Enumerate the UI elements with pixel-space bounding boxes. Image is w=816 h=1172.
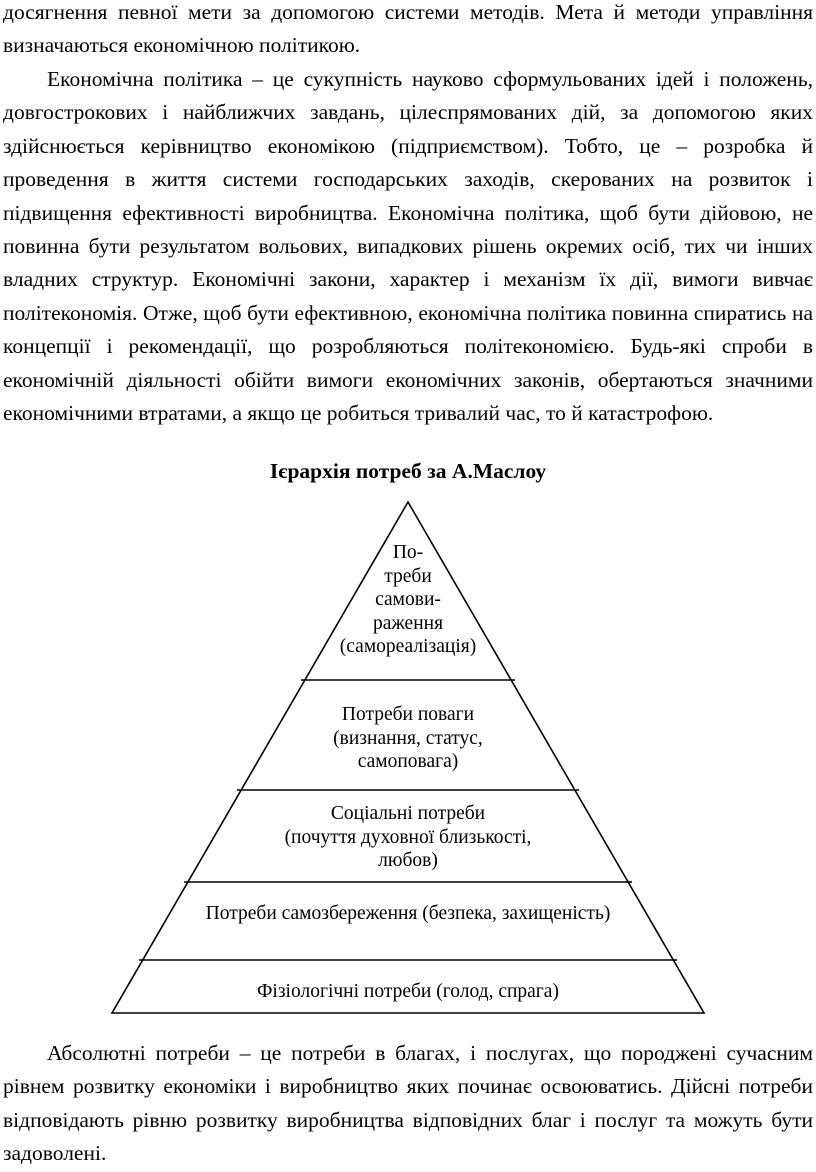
paragraph-intro: досягнення певної мети за допомогою системи методів. Мета й методи управління визначаються економічною політикою. <box>3 0 813 58</box>
level-line: (визнання, статус, <box>333 727 483 749</box>
level-line: самоповага) <box>357 751 459 772</box>
level-line: Соціальні потреби <box>330 803 486 824</box>
level-line: самови- <box>375 589 441 610</box>
level-physiological <box>158 980 658 1004</box>
level-social <box>218 802 598 873</box>
level-line: По- <box>392 542 424 563</box>
level-line: Потреби самозбереження (безпека, захищеність) <box>205 903 611 924</box>
diagram-title: Ієрархія потреб за А.Маслоу <box>269 459 547 483</box>
level-line: Потреби поваги <box>341 704 475 725</box>
level-line: треби <box>384 565 432 587</box>
level-safety <box>158 902 658 926</box>
level-self-actualization <box>308 541 508 659</box>
level-line: раження <box>372 612 444 634</box>
level-line: Фізіологічні потреби (голод, спрага) <box>257 981 559 1002</box>
level-esteem <box>258 703 558 774</box>
level-line: (самореалізація) <box>339 636 477 657</box>
level-line: (почуття духовної близькості, <box>284 826 532 848</box>
paragraph-absolute-needs: Абсолютні потреби – це потреби в благах, і послугах, що породжені сучасним рівнем розвитку економіки і виробництво яких починає освоюватись. Дійсні потреби відповідають рівню розвитку виробництва відповідних благ і послуг та можуть бути задоволені. <box>3 1041 813 1166</box>
level-line: любов) <box>378 850 438 871</box>
paragraph-economic-policy: Економічна політика – це сукупність науково сформульованих ідей і положень, довгострокових і найближчих завдань, цілеспрямованих дій, за допомогою яких здійснюється керівництво економікою (підприємством). Тобто, це – розробка й проведення в життя системи господарських заходів, скерованих на розвиток і підвищення ефективності виробництва. Економічна політика, щоб бути дійовою, не повинна бути результатом вольових, випадкових рішень окремих осіб, тих чи інших владних структур. Економічні закони, характер і механізм їх дії, вимоги вивчає політекономія. Отже, щоб бути ефективною, економічна політика повинна спиратись на концепції і рекомендації, що розробляються політекономією. Будь-які спроби в економічній діяльності обійти вимоги економічних законів, обертаються значними економічними втратами, а якщо це робиться тривалий час, то й катастрофою. <box>3 67 813 426</box>
